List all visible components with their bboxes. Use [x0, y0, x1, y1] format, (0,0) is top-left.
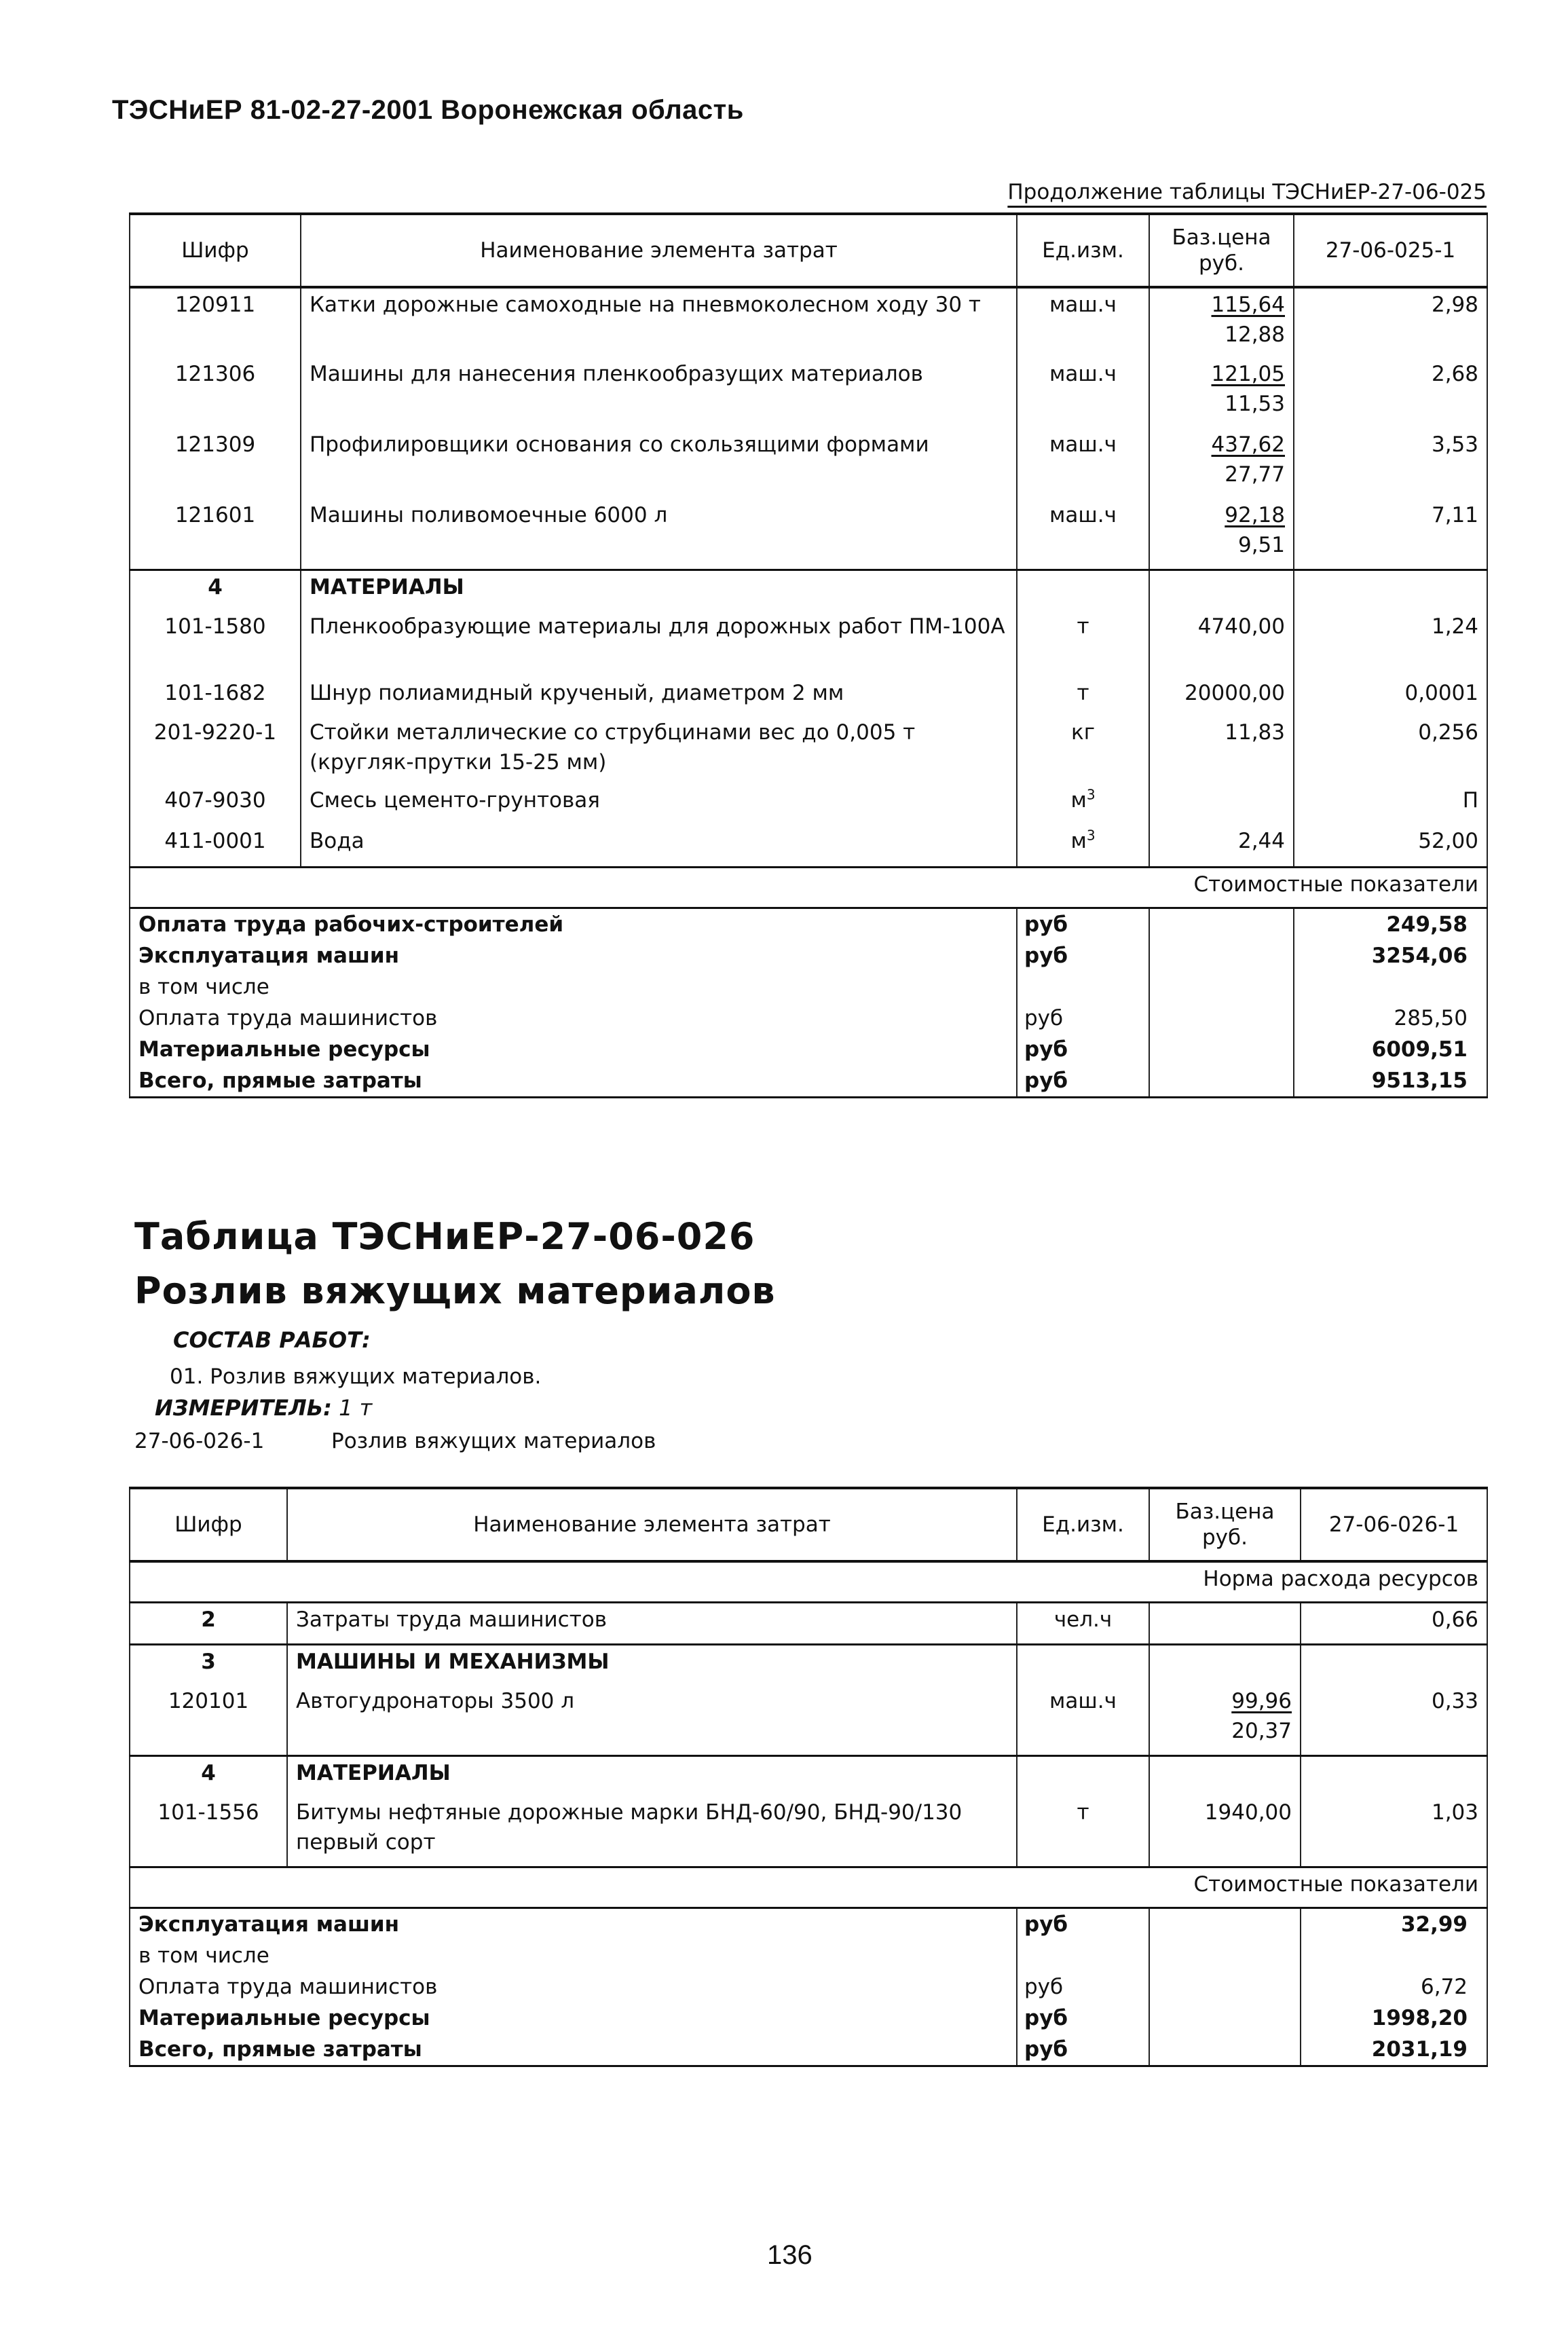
cost-caption: Стоимостные показатели — [130, 1867, 1487, 1908]
norm-caption: Норма расхода ресурсов — [130, 1561, 1487, 1602]
table-header-row — [130, 214, 1487, 287]
summary-unit: руб — [1017, 940, 1149, 971]
summary-value: 9513,15 — [1294, 1065, 1487, 1098]
measure-value: 1 т — [339, 1395, 373, 1421]
cost-caption-row — [130, 867, 1487, 908]
table-header-row — [130, 1488, 1487, 1561]
col-header-unit: Ед.изм. — [1017, 214, 1149, 287]
summary-value — [1294, 971, 1487, 1003]
col-header-name: Наименование элемента затрат — [287, 1488, 1017, 1561]
row-name: Машины поливомоечные 6000 л — [301, 499, 1017, 570]
row-price: 11,83 — [1149, 716, 1294, 784]
section-code: 4 — [130, 1755, 287, 1796]
summary-row — [130, 2003, 1487, 2034]
summary-label: Всего, прямые затраты — [130, 1065, 1017, 1098]
row-unit: маш.ч — [1017, 499, 1149, 570]
table-row — [130, 784, 1487, 825]
summary-label: Эксплуатация машин — [130, 1908, 1017, 1940]
summary-unit — [1017, 1940, 1149, 1971]
measure-label: ИЗМЕРИТЕЛЬ: — [155, 1395, 332, 1421]
summary-unit: руб — [1017, 1908, 1149, 1940]
summary-value: 285,50 — [1294, 1003, 1487, 1034]
row-value: 2,68 — [1294, 358, 1487, 428]
row-value: 1,24 — [1294, 610, 1487, 677]
summary-value: 6,72 — [1301, 1971, 1487, 2003]
row-unit: $м^3$ — [1017, 825, 1149, 867]
col-header-unit: Ед.изм. — [1017, 1488, 1149, 1561]
col-header-norm: 27-06-025-1 — [1294, 214, 1487, 287]
col-header-norm: 27-06-026-1 — [1301, 1488, 1487, 1561]
row-code: 121601 — [130, 499, 301, 570]
summary-label: в том числе — [130, 1940, 1017, 1971]
row-value: 52,00 — [1294, 825, 1487, 867]
row-code: 101-1556 — [130, 1796, 287, 1867]
row-unit: т — [1017, 610, 1149, 677]
price-base: 115,64 — [1211, 293, 1285, 317]
row-price — [1149, 784, 1294, 825]
summary-value: 32,99 — [1301, 1908, 1487, 1940]
row-value: 0,256 — [1294, 716, 1487, 784]
norm-caption-row — [130, 1561, 1487, 1602]
col-header-code: Шифр — [130, 1488, 287, 1561]
summary-label: Материальные ресурсы — [130, 2003, 1017, 2034]
row-name: Смесь цементо-грунтовая — [301, 784, 1017, 825]
row-code: 201-9220-1 — [130, 716, 301, 784]
summary-label: Материальные ресурсы — [130, 1034, 1017, 1065]
table-row — [130, 1602, 1487, 1644]
summary-row — [130, 1065, 1487, 1098]
summary-value: 2031,19 — [1301, 2034, 1487, 2066]
summary-label: Оплата труда рабочих-строителей — [130, 908, 1017, 940]
row-unit: т — [1017, 677, 1149, 716]
row-name: Машины для нанесения пленкообразущих материалов — [301, 358, 1017, 428]
table-row — [130, 428, 1487, 499]
summary-unit: руб — [1017, 2034, 1149, 2066]
norm-code: 27-06-026-1 — [134, 1429, 265, 1453]
row-name: Автогудронаторы 3500 л — [287, 1685, 1017, 1755]
row-price — [1149, 499, 1294, 570]
table-title: Таблица ТЭСНиЕР-27-06-026 — [134, 1215, 755, 1258]
col-header-code: Шифр — [130, 214, 301, 287]
summary-label: Эксплуатация машин — [130, 940, 1017, 971]
row-price — [1149, 287, 1294, 358]
row-price — [1149, 1685, 1301, 1755]
summary-label: Всего, прямые затраты — [130, 2034, 1017, 2066]
table-row — [130, 677, 1487, 716]
row-name: Профилировщики основания со скользящими формами — [301, 428, 1017, 499]
row-code: 120911 — [130, 287, 301, 358]
summary-unit: руб — [1017, 1065, 1149, 1098]
summary-row — [130, 1940, 1487, 1971]
price-wages: 20,37 — [1231, 1719, 1292, 1743]
section-name: МАШИНЫ И МЕХАНИЗМЫ — [287, 1644, 1017, 1685]
measure-line — [155, 1395, 372, 1421]
composition-item: 01. Розлив вяжущих материалов. — [170, 1364, 542, 1389]
row-unit: маш.ч — [1017, 358, 1149, 428]
summary-label: Оплата труда машинистов — [130, 1971, 1017, 2003]
row-name: Шнур полиамидный крученый, диаметром 2 мм — [301, 677, 1017, 716]
table-row — [130, 716, 1487, 784]
section-code: 3 — [130, 1644, 287, 1685]
row-name: Вода — [301, 825, 1017, 867]
summary-unit: руб — [1017, 1003, 1149, 1034]
price-base: 121,05 — [1211, 362, 1285, 386]
row-code: 2 — [130, 1602, 287, 1644]
running-header: ТЭСНиЕР 81-02-27-2001 Воронежская область — [112, 95, 744, 125]
section-row-materials — [130, 570, 1487, 610]
continuation-caption: Продолжение таблицы ТЭСНиЕР-27-06-025 — [1007, 180, 1487, 204]
row-unit: чел.ч — [1017, 1602, 1149, 1644]
table-row — [130, 610, 1487, 677]
row-value: 2,98 — [1294, 287, 1487, 358]
summary-row — [130, 1908, 1487, 1940]
section-code: 4 — [130, 570, 301, 610]
col-header-price: Баз.цена руб. — [1149, 1488, 1301, 1561]
summary-row — [130, 940, 1487, 971]
row-name: Затраты труда машинистов — [287, 1602, 1017, 1644]
row-code: 121309 — [130, 428, 301, 499]
summary-value: 3254,06 — [1294, 940, 1487, 971]
row-value: П — [1294, 784, 1487, 825]
row-name: Стойки металлические со струбцинами вес до 0,005 т (кругляк-прутки 15-25 мм) — [301, 716, 1017, 784]
row-code: 120101 — [130, 1685, 287, 1755]
summary-value: 1998,20 — [1301, 2003, 1487, 2034]
summary-label: в том числе — [130, 971, 1017, 1003]
summary-row — [130, 971, 1487, 1003]
row-price — [1149, 358, 1294, 428]
table-subtitle: Розлив вяжущих материалов — [134, 1269, 776, 1312]
row-value: 1,03 — [1301, 1796, 1487, 1867]
row-name: Катки дорожные самоходные на пневмоколесном ходу 30 т — [301, 287, 1017, 358]
section-row-materials — [130, 1755, 1487, 1796]
table-row — [130, 1685, 1487, 1755]
row-value: 7,11 — [1294, 499, 1487, 570]
composition-label: СОСТАВ РАБОТ: — [173, 1327, 371, 1353]
price-base: 437,62 — [1211, 432, 1285, 457]
price-wages: 12,88 — [1225, 322, 1285, 347]
row-price: 4740,00 — [1149, 610, 1294, 677]
section-name: МАТЕРИАЛЫ — [301, 570, 1017, 610]
row-code: 407-9030 — [130, 784, 301, 825]
row-value: 3,53 — [1294, 428, 1487, 499]
summary-unit: руб — [1017, 1971, 1149, 2003]
summary-unit: руб — [1017, 908, 1149, 940]
summary-row — [130, 1971, 1487, 2003]
price-wages: 11,53 — [1225, 392, 1285, 416]
unit-exponent: 3 — [1086, 827, 1096, 844]
cost-caption: Стоимостные показатели — [130, 867, 1487, 908]
unit-exponent: 3 — [1086, 786, 1096, 803]
table-row — [130, 1796, 1487, 1867]
row-unit: $м^3$ — [1017, 784, 1149, 825]
row-price: 20000,00 — [1149, 677, 1294, 716]
summary-row — [130, 2034, 1487, 2066]
summary-row — [130, 908, 1487, 940]
summary-row — [130, 1034, 1487, 1065]
table-row — [130, 825, 1487, 867]
row-unit: маш.ч — [1017, 428, 1149, 499]
norm-code-line — [134, 1429, 656, 1453]
row-value: 0,66 — [1301, 1602, 1487, 1644]
price-base: 99,96 — [1231, 1689, 1292, 1713]
col-header-name: Наименование элемента затрат — [301, 214, 1017, 287]
section-name: МАТЕРИАЛЫ — [287, 1755, 1017, 1796]
summary-unit: руб — [1017, 2003, 1149, 2034]
row-unit: маш.ч — [1017, 287, 1149, 358]
row-unit: маш.ч — [1017, 1685, 1149, 1755]
row-price — [1149, 428, 1294, 499]
summary-value: 6009,51 — [1294, 1034, 1487, 1065]
table-row — [130, 287, 1487, 358]
col-header-price: Баз.цена руб. — [1149, 214, 1294, 287]
summary-value — [1301, 1940, 1487, 1971]
row-name: Пленкообразующие материалы для дорожных работ ПМ-100А — [301, 610, 1017, 677]
norm-code-name: Розлив вяжущих материалов — [331, 1429, 656, 1453]
row-price: 1940,00 — [1149, 1796, 1301, 1867]
row-name: Битумы нефтяные дорожные марки БНД-60/90, БНД-90/130 первый сорт — [287, 1796, 1017, 1867]
row-unit: т — [1017, 1796, 1149, 1867]
summary-unit: руб — [1017, 1034, 1149, 1065]
row-code: 411-0001 — [130, 825, 301, 867]
row-code: 121306 — [130, 358, 301, 428]
resource-table-27-06-026 — [129, 1487, 1488, 2067]
table-row — [130, 358, 1487, 428]
summary-value: 249,58 — [1294, 908, 1487, 940]
row-unit: кг — [1017, 716, 1149, 784]
page-number: 136 — [767, 2240, 813, 2270]
table-row — [130, 499, 1487, 570]
row-code: 101-1682 — [130, 677, 301, 716]
summary-unit — [1017, 971, 1149, 1003]
price-base: 92,18 — [1225, 503, 1285, 527]
resource-table-27-06-025 — [129, 212, 1488, 1098]
row-value: 0,33 — [1301, 1685, 1487, 1755]
row-price: 2,44 — [1149, 825, 1294, 867]
section-row-machines — [130, 1644, 1487, 1685]
row-code: 101-1580 — [130, 610, 301, 677]
price-wages: 9,51 — [1237, 533, 1285, 557]
price-wages: 27,77 — [1225, 462, 1285, 487]
summary-row — [130, 1003, 1487, 1034]
row-value: 0,0001 — [1294, 677, 1487, 716]
summary-label: Оплата труда машинистов — [130, 1003, 1017, 1034]
cost-caption-row — [130, 1867, 1487, 1908]
